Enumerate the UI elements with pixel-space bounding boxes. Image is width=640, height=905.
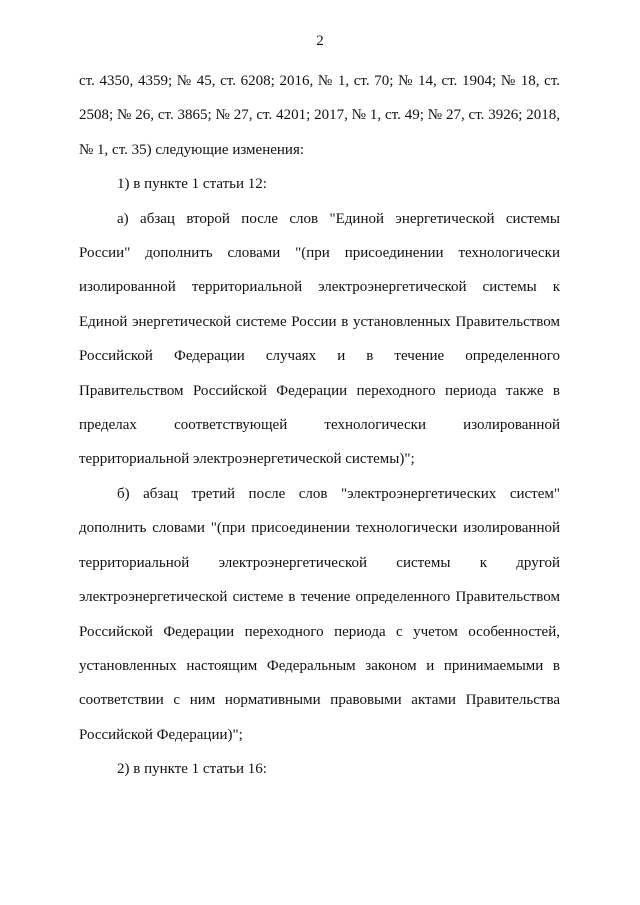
paragraph-item-2: 2) в пункте 1 статьи 16: (117, 761, 267, 778)
page-number: 2 (316, 33, 324, 49)
paragraph-subitem-b: б) абзац третий после слов "электроэнергетических систем" дополнить словами "(при присоединении технологически изолированной территориальной электроэнергетической системы к другой электроэнергетической системе в течение определенного Правительством Российской Федерации переходного периода с учетом особенностей, установленных настоящим Федеральным законом и принимаемыми в соответствии с ним нормативными правовыми актами Правительства Российской Федерации)"; (79, 485, 560, 743)
document-body (79, 64, 560, 787)
paragraph-item-1: 1) в пункте 1 статьи 12: (117, 176, 267, 193)
paragraph-subitem-a: а) абзац второй после слов "Единой энергетической системы России" дополнить словами "(при присоединении технологически изолированной территориальной электроэнергетической системы к Единой энергетической системе России в установленных Правительством Российской Федерации случаях и в течение определенного Правительством Российской Федерации переходного периода также в пределах соответствующей технологически изолированной территориальной электроэнергетической системы)"; (79, 210, 560, 468)
paragraph-continuation: ст. 4350, 4359; № 45, ст. 6208; 2016, № 1, ст. 70; № 14, ст. 1904; № 18, ст. 2508; № 26, ст. 3865; № 27, ст. 4201; 2017, № 1, ст. 49; № 27, ст. 3926; 2018, № 1, ст. 35) следующие изменения: (79, 73, 560, 158)
